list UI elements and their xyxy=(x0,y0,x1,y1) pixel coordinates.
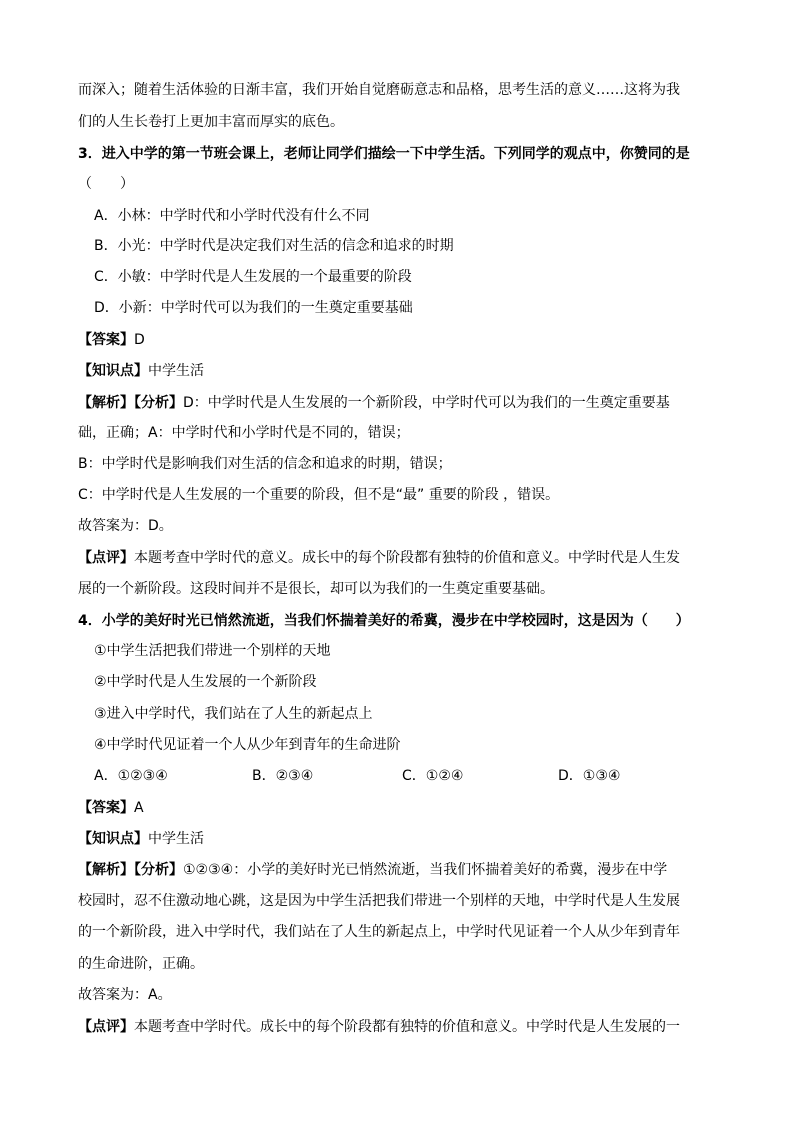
q4-answer xyxy=(78,797,144,819)
q3-stem-line-2: （ ） xyxy=(78,176,134,192)
knowledge-point-tag: 【知识点】 xyxy=(78,831,148,847)
comment-text: 本题考查中学时代的意义。成长中的每个阶段都有独特的价值和意义。中学时代是人生发 xyxy=(134,550,680,566)
q4-comment-line-1 xyxy=(78,1016,680,1038)
knowledge-point-tag: 【知识点】 xyxy=(78,363,148,379)
answer-tag: 【答案】 xyxy=(78,332,134,348)
q3-stem-line-1: 3．进入中学的第一节班会课上，老师让同学们描绘一下中学生活。下列同学的观点中，你赞同的是 xyxy=(78,146,690,162)
q3-knowledge-point xyxy=(78,360,204,382)
q4-conclusion: 故答案为：A。 xyxy=(78,987,172,1003)
q4-knowledge-point xyxy=(78,828,204,850)
comment-tag: 【点评】 xyxy=(78,1019,134,1035)
q3-analysis-line-3: B：中学时代是影响我们对生活的信念和追求的时期，错误； xyxy=(78,456,452,472)
knowledge-point-value: 中学生活 xyxy=(148,831,204,847)
analysis-text: D：中学时代是人生发展的一个新阶段，中学时代可以为我们的一生奠定重要基 xyxy=(183,395,670,411)
comment-text: 本题考查中学时代。成长中的每个阶段都有独特的价值和意义。中学时代是人生发展的一 xyxy=(134,1019,680,1035)
q4-item-1: ①中学生活把我们带进一个别样的天地 xyxy=(94,643,331,659)
comment-tag: 【点评】 xyxy=(78,550,134,566)
analysis-tag: 【解析】【分析】 xyxy=(78,862,183,878)
q3-answer xyxy=(78,329,145,351)
q3-analysis-line-1 xyxy=(78,392,670,414)
q4-choice-a: A．①②③④ xyxy=(94,768,168,784)
q3-option-a: A．小林：中学时代和小学时代没有什么不同 xyxy=(94,208,370,224)
intro-line-2: 们的人生长卷打上更加丰富而厚实的底色。 xyxy=(78,114,344,130)
q4-choice-b: B．②③④ xyxy=(252,768,314,784)
answer-value: D xyxy=(134,332,145,348)
q3-conclusion: 故答案为：D。 xyxy=(78,518,173,534)
q3-analysis-line-4: C：中学时代是人生发展的一个重要的阶段，但不是“最” 重要的阶段 ，错误。 xyxy=(78,487,560,503)
q4-analysis-line-3: 的一个新阶段，进入中学时代，我们站在了人生的新起点上，中学时代见证着一个人从少年到青年 xyxy=(78,924,680,940)
q4-item-2: ②中学时代是人生发展的一个新阶段 xyxy=(94,674,317,690)
q4-analysis-line-2: 校园时，忍不住激动地心跳，这是因为中学生活把我们带进一个别样的天地，中学时代是人生发展 xyxy=(78,893,680,909)
q3-analysis-line-2: 础，正确；A：中学时代和小学时代是不同的，错误； xyxy=(78,425,410,441)
knowledge-point-value: 中学生活 xyxy=(148,363,204,379)
q4-analysis-line-4: 的生命进阶，正确。 xyxy=(78,956,204,972)
analysis-tag: 【解析】【分析】 xyxy=(78,395,183,411)
intro-line-1: 而深入；随着生活体验的日渐丰富，我们开始自觉磨砺意志和品格，思考生活的意义……这将为我 xyxy=(78,82,680,98)
analysis-text: ①②③④：小学的美好时光已悄然流逝，当我们怀揣着美好的希冀，漫步在中学 xyxy=(183,862,668,878)
q4-analysis-line-1 xyxy=(78,859,667,881)
q3-option-d: D．小新：中学时代可以为我们的一生奠定重要基础 xyxy=(94,300,413,316)
answer-tag: 【答案】 xyxy=(78,800,134,816)
answer-value: A xyxy=(134,800,144,816)
q4-choice-d: D．①③④ xyxy=(558,768,621,784)
q4-item-4: ④中学时代见证着一个人从少年到青年的生命进阶 xyxy=(94,737,401,753)
q4-choices xyxy=(78,765,728,787)
q3-option-b: B．小光：中学时代是决定我们对生活的信念和追求的时期 xyxy=(94,238,454,254)
q3-comment-line-1 xyxy=(78,547,680,569)
q4-item-3: ③进入中学时代，我们站在了人生的新起点上 xyxy=(94,706,373,722)
q4-stem: 4．小学的美好时光已悄然流逝，当我们怀揣着美好的希冀，漫步在中学校园时，这是因为（ ） xyxy=(78,613,690,629)
q3-comment-line-2: 展的一个新阶段。这段时间并不是很长，却可以为我们的一生奠定重要基础。 xyxy=(78,581,554,597)
q4-choice-c: C．①②④ xyxy=(402,768,464,784)
q3-option-c: C．小敏：中学时代是人生发展的一个最重要的阶段 xyxy=(94,269,412,285)
